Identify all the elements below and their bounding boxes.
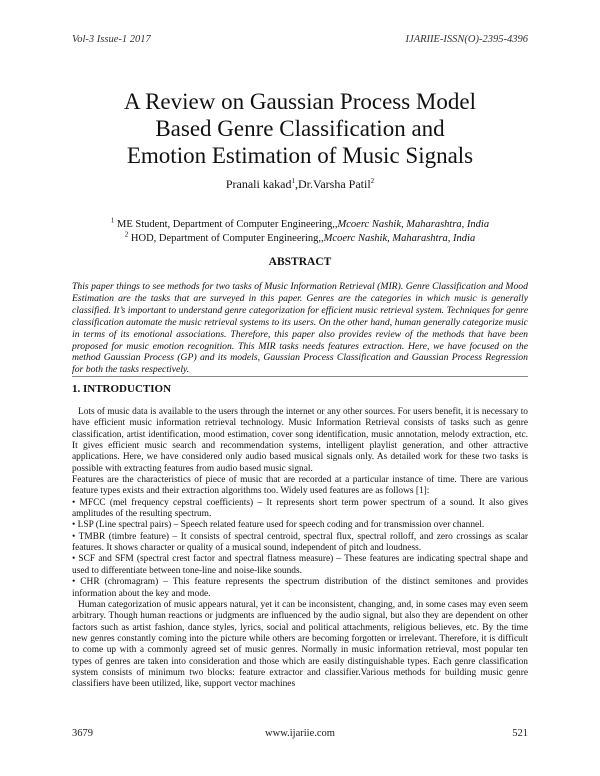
- author-name: ,Dr.Varsha Patil: [295, 177, 371, 191]
- abstract-text: This paper things to see methods for two tasks of Music Information Retrieval (MIR). Genre Classification and Mood Estimation are the tasks that are surveyed in this paper. Genres are the categories in which music is generally classified. It’s important to understand genre categorization for efficient music retrieval system. Techniques for genre classification automate the music retrieval systems to its users. On the other hand, human generally categorize music in terms of its emotional associations. Therefore, this paper also provides review of the methods that have been proposed for music emotion recognition. This MIR tasks needs features extraction. Here, we have focused on the method Gaussian Process (GP) and its models, Gaussian Process Classification and Gaussian Process Regression for both the tasks respectively.: [72, 281, 528, 376]
- author-list: [72, 177, 528, 192]
- section-divider: [72, 376, 528, 377]
- author-sup: 1: [291, 177, 295, 185]
- body-paragraph: Human categorization of music appears natural, yet it can be inconsistent, changing, and, in some cases may even seem arbitrary. Though human reactions or judgments are influenced by the audio signal, but also they are dependent on other factors such as artist fashion, dance styles, lyrics, social and political attachments, religious believes, etc. By the time new genres constantly coming into the picture while others are becoming forgotten or irrelevant. Therefore, it is difficult to come up with a commonly agreed set of music genres. Normally in music information retrieval, most popular ten types of genres are taken into consideration and those which are easily distinguishable types. Each genre classification system consists of minimum two blocks: feature extractor and classifier.Various methods for building music genre classifiers have been utilized, like, support vector machines: [72, 599, 528, 690]
- bullet-item: • CHR (chromagram) – This feature represents the spectrum distribution of the distinct semitones and provides information about the key and mode.: [72, 577, 528, 599]
- header-issn: IJARIIE-ISSN(O)-2395-4396: [405, 34, 528, 45]
- paper-title: [72, 88, 528, 169]
- affiliation-place: Mcoerc Nashik, Maharashtra, India: [323, 233, 476, 244]
- title-line: Based Genre Classification and: [155, 116, 445, 141]
- section-heading: 1. INTRODUCTION: [72, 383, 172, 395]
- affiliation-sup: 2: [124, 230, 129, 239]
- header-volume: Vol-3 Issue-1 2017: [72, 34, 151, 45]
- footer-article-id: 3679: [72, 728, 93, 739]
- author-name: Pranali kakad: [225, 177, 292, 191]
- title-line: Emotion Estimation of Music Signals: [126, 143, 474, 168]
- bullet-item: • MFCC (mel frequency cepstral coefficients) – It represents short term power spectrum of a sound. It also gives amplitudes of the resulting spectrum.: [72, 497, 528, 520]
- affiliation-line: [72, 232, 528, 246]
- running-footer: [72, 728, 528, 742]
- affiliations: [72, 218, 528, 246]
- bullet-item: • LSP (Line spectral pairs) – Speech related feature used for speech coding and for transmission over channel.: [72, 520, 485, 531]
- footer-website: www.ijariie.com: [265, 728, 335, 739]
- body-paragraph: Features are the characteristics of piece of music that are recorded at a particular instance of time. There are various feature types exists and their extraction algorithms too. Widely used features are as follows [1]:: [72, 475, 528, 497]
- bullet-item: • SCF and SFM (spectral crest factor and spectral flatness measure) – These features are indicating spectral shape and used to differentiate between tone-line and noise-like sounds.: [72, 554, 528, 576]
- author-sup: 2: [370, 177, 375, 185]
- affiliation-dept: ME Student, Department of Computer Engineering,,: [114, 219, 338, 230]
- abstract-heading: ABSTRACT: [268, 256, 332, 268]
- affiliation-dept: HOD, Department of Computer Engineering,,: [128, 233, 324, 244]
- section-body: [72, 407, 528, 691]
- affiliation-place: Mcoerc Nashik, Maharashtra, India: [337, 219, 490, 230]
- title-line: A Review on Gaussian Process Model: [124, 89, 476, 114]
- body-paragraph: Lots of music data is available to the users through the internet or any other sources. For users benefit, it is necessary to have efficient music information retrieval technology. Music Information Retrieval consists of tasks such as genre classification, artist identification, mood estimation, cover song identification, music annotation, melody extraction, etc. It gives efficient music search and recommendation systems, intelligent playlist generation, and other attractive applications. Here, we have considered only audio based musical signals only. As detailed work for these two tasks is possible with extracting features from audio based music signal.: [72, 407, 528, 474]
- footer-page-number: 521: [512, 728, 528, 739]
- running-header: [72, 34, 528, 48]
- affiliation-sup: 1: [110, 216, 115, 225]
- affiliation-line: [72, 218, 528, 232]
- bullet-item: • TMBR (timbre feature) – It consists of spectral centroid, spectral flux, spectral rolloff, and zero crossings as scalar features. It shows character or quality of a musical sound, independent of pitch and loudness.: [72, 531, 528, 554]
